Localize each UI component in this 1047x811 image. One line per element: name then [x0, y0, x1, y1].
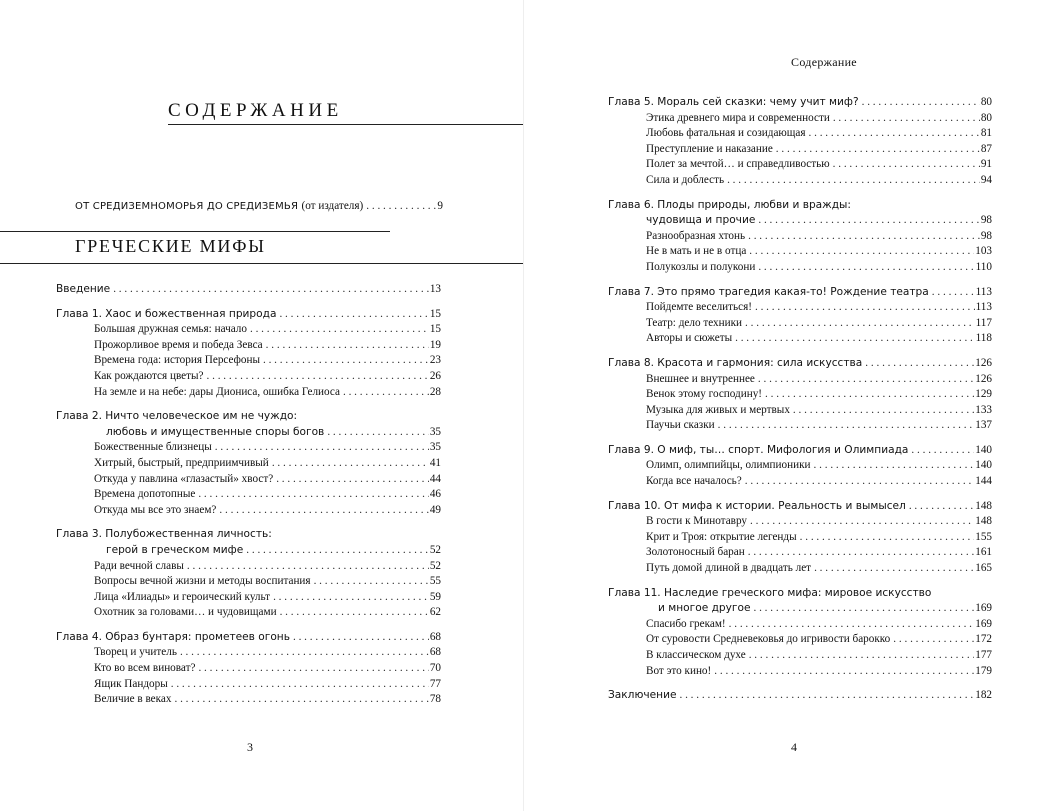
- entry-title: Любовь фатальная и созидающая: [646, 127, 806, 140]
- page-ref: 19: [429, 338, 441, 351]
- leader-dots: [893, 633, 974, 645]
- leader-dots: [198, 488, 428, 500]
- leader-dots: [748, 546, 974, 558]
- toc-entry-publisher[interactable]: [75, 200, 443, 216]
- page-ref: 26: [429, 369, 441, 382]
- leader-dots: [755, 301, 975, 313]
- toc-right-list: [608, 96, 992, 705]
- leader-dots: [862, 96, 980, 108]
- page-ref: 98: [980, 229, 992, 242]
- toc-chapter-8[interactable]: [608, 357, 992, 373]
- leader-dots: [174, 693, 428, 705]
- page-ref: 126: [975, 356, 992, 369]
- leader-dots: [833, 158, 980, 170]
- page-ref: 113: [975, 301, 992, 314]
- toc-subentry[interactable]: [608, 373, 992, 389]
- leader-dots: [180, 646, 429, 658]
- toc-subentry[interactable]: [56, 662, 441, 678]
- entry-title: Вот это кино!: [646, 664, 712, 677]
- toc-entry-conclusion[interactable]: [608, 689, 992, 705]
- chapter-title: Глава 6. Плоды природы, любви и вражды:: [608, 198, 851, 211]
- toc-subentry[interactable]: [56, 441, 441, 457]
- leader-dots: [215, 441, 429, 453]
- chapter-title: Глава 11. Наследие греческого мифа: мировое искусство: [608, 586, 932, 599]
- entry-title: Когда все началось?: [646, 475, 742, 488]
- page-ref: 81: [980, 127, 992, 140]
- toc-chapter-5[interactable]: [608, 96, 992, 112]
- page-ref: 78: [429, 693, 441, 706]
- page-ref: 148: [975, 515, 992, 528]
- publisher-title: ОТ СРЕДИЗЕМНОМОРЬЯ ДО СРЕДИЗЕМЬЯ: [75, 201, 299, 212]
- leader-dots: [113, 283, 429, 295]
- entry-title: Как рождаются цветы?: [94, 369, 204, 382]
- chapter-title: Глава 9. О миф, ты… спорт. Мифология и Олимпиада: [608, 443, 909, 456]
- page-ref: 148: [975, 499, 992, 512]
- toc-subentry[interactable]: [56, 323, 441, 339]
- entry-title: Кто во всем виноват?: [94, 662, 196, 675]
- page-number: 4: [791, 740, 797, 754]
- toc-chapter-2[interactable]: [56, 426, 441, 442]
- leader-dots: [366, 200, 436, 212]
- toc-subentry[interactable]: [56, 504, 441, 520]
- entry-title: Крит и Троя: открытие легенды: [646, 530, 797, 543]
- leader-dots: [745, 317, 975, 329]
- leader-dots: [314, 575, 429, 587]
- leader-dots: [911, 444, 974, 456]
- toc-subentry[interactable]: [608, 562, 992, 578]
- toc-subentry[interactable]: [608, 649, 992, 665]
- toc-chapter-10[interactable]: [608, 500, 992, 516]
- leader-dots: [776, 143, 980, 155]
- entry-title: Величие в веках: [94, 693, 172, 706]
- page-ref: 62: [429, 606, 441, 619]
- leader-dots: [276, 473, 429, 485]
- leader-dots: [266, 339, 429, 351]
- entry-title: Откуда у павлина «глазастый» хвост?: [94, 472, 274, 485]
- toc-subentry[interactable]: [56, 678, 441, 694]
- leader-dots: [909, 500, 974, 512]
- leader-dots: [273, 591, 429, 603]
- chapter-title: Заключение: [608, 689, 677, 702]
- leader-dots: [219, 504, 428, 516]
- leader-dots: [246, 544, 429, 556]
- entry-title: Не в мать и не в отца: [646, 245, 747, 258]
- entry-title: Этика древнего мира и современности: [646, 111, 830, 124]
- toc-subentry[interactable]: [608, 174, 992, 190]
- leader-dots: [748, 230, 980, 242]
- leader-dots: [809, 127, 980, 139]
- page-ref: 13: [429, 283, 441, 295]
- leader-dots: [293, 631, 429, 643]
- entry-title: Полукозлы и полукони: [646, 260, 756, 273]
- entry-title: Времена допотопные: [94, 488, 196, 501]
- toc-subentry[interactable]: [56, 591, 441, 607]
- entry-title: Лица «Илиады» и героический культ: [94, 590, 271, 603]
- entry-title: Большая дружная семья: начало: [94, 323, 247, 336]
- leader-dots: [765, 388, 974, 400]
- page-ref: 68: [429, 646, 441, 659]
- page-ref: 169: [975, 602, 992, 615]
- page-ref: 94: [980, 173, 992, 186]
- entry-title: Спасибо грекам!: [646, 617, 726, 630]
- toc-subentry[interactable]: [56, 488, 441, 504]
- page-ref: 182: [975, 689, 992, 702]
- page-ref: 44: [429, 472, 441, 485]
- toc-subentry[interactable]: [56, 575, 441, 591]
- chapter-title: Введение: [56, 283, 111, 295]
- page-ref: 70: [429, 662, 441, 675]
- leader-dots: [735, 332, 975, 344]
- heading-rule: [168, 124, 523, 125]
- toc-subentry[interactable]: [608, 317, 992, 333]
- page-ref: 15: [429, 323, 441, 336]
- toc-subentry[interactable]: [608, 112, 992, 128]
- toc-entry-intro[interactable]: [56, 283, 441, 299]
- leader-dots: [718, 419, 975, 431]
- toc-chapter-9[interactable]: [608, 444, 992, 460]
- page-ref: 133: [975, 403, 992, 416]
- chapter-title: герой в греческом мифе: [106, 543, 244, 556]
- page-ref: 113: [975, 285, 992, 298]
- leader-dots: [250, 323, 429, 335]
- toc-subentry[interactable]: [608, 143, 992, 159]
- toc-subentry[interactable]: [56, 606, 441, 622]
- right-page: [524, 0, 1047, 811]
- page-ref: 35: [429, 441, 441, 454]
- toc-subentry[interactable]: [608, 475, 992, 491]
- toc-subentry[interactable]: [608, 127, 992, 143]
- page-ref: 80: [980, 111, 992, 124]
- leader-dots: [932, 286, 975, 298]
- entry-title: Паучьи сказки: [646, 419, 715, 432]
- leader-dots: [263, 354, 429, 366]
- page-ref: 126: [975, 372, 992, 385]
- left-page: [0, 0, 523, 811]
- toc-left-list: [56, 283, 441, 709]
- page-ref: 177: [975, 649, 992, 661]
- entry-title: Преступление и наказание: [646, 142, 773, 155]
- entry-title: Ящик Пандоры: [94, 677, 168, 690]
- entry-title: Сила и доблесть: [646, 173, 725, 186]
- toc-subentry[interactable]: [608, 515, 992, 531]
- entry-title: Ради вечной славы: [94, 559, 184, 572]
- leader-dots: [198, 662, 428, 674]
- section-rule-bottom: [0, 263, 523, 264]
- entry-title: В классическом духе: [646, 649, 746, 661]
- entry-title: Разнообразная хтонь: [646, 229, 746, 242]
- chapter-title: чудовища и прочие: [646, 214, 756, 227]
- running-head: Содержание: [791, 55, 857, 69]
- toc-chapter-6[interactable]: [608, 214, 992, 230]
- leader-dots: [171, 678, 429, 690]
- toc-subentry[interactable]: [608, 158, 992, 174]
- page-ref: 55: [429, 575, 441, 588]
- leader-dots: [207, 370, 429, 382]
- page-ref: 169: [975, 617, 992, 630]
- toc-subentry[interactable]: [608, 404, 992, 420]
- chapter-title: и многое другое: [658, 602, 751, 615]
- page-ref: 165: [975, 562, 992, 575]
- page-ref: 49: [429, 503, 441, 516]
- leader-dots: [187, 560, 429, 572]
- toc-subentry[interactable]: [608, 618, 992, 634]
- leader-dots: [750, 515, 974, 527]
- entry-title: Божественные близнецы: [94, 441, 212, 454]
- leader-dots: [758, 261, 974, 273]
- leader-dots: [833, 112, 980, 124]
- entry-title: Пойдемте веселиться!: [646, 301, 752, 314]
- toc-subentry[interactable]: [56, 560, 441, 576]
- toc-chapter-6-line1[interactable]: [608, 199, 992, 215]
- page-ref: 140: [975, 443, 992, 456]
- toc-subentry[interactable]: [608, 419, 992, 435]
- toc-subentry[interactable]: [56, 473, 441, 489]
- page-ref: 129: [975, 388, 992, 401]
- page-ref: 28: [429, 385, 441, 398]
- page-ref: 46: [429, 488, 441, 501]
- toc-subentry[interactable]: [608, 459, 992, 475]
- page-ref: 140: [975, 459, 992, 472]
- entry-title: Прожорливое время и победа Зевса: [94, 338, 263, 351]
- entry-title: Авторы и сюжеты: [646, 332, 733, 345]
- page-ref: 87: [980, 142, 992, 155]
- entry-title: На земле и на небе: дары Диониса, ошибка Гелиоса: [94, 385, 340, 398]
- entry-title: Олимп, олимпийцы, олимпионики: [646, 459, 811, 472]
- toc-subentry[interactable]: [56, 457, 441, 473]
- page-ref: 179: [975, 664, 992, 677]
- chapter-title: Глава 1. Хаос и божественная природа: [56, 307, 277, 320]
- chapter-title: Глава 10. От мифа к истории. Реальность и вымысел: [608, 499, 906, 512]
- page-ref: 155: [975, 530, 992, 543]
- toc-chapter-4[interactable]: [56, 631, 441, 647]
- page-ref: 41: [429, 456, 441, 469]
- toc-subentry[interactable]: [56, 386, 441, 402]
- page-number: 3: [247, 740, 253, 754]
- chapter-title: Глава 5. Мораль сей сказки: чему учит миф?: [608, 96, 859, 108]
- page-ref: 9: [437, 200, 443, 212]
- chapter-title: Глава 2. Ничто человеческое им не чуждо:: [56, 410, 298, 423]
- leader-dots: [714, 665, 974, 677]
- page-ref: 91: [980, 158, 992, 171]
- entry-title: Театр: дело техники: [646, 316, 743, 329]
- entry-title: Золотоносный баран: [646, 546, 745, 559]
- page-ref: 68: [429, 630, 441, 643]
- page-ref: 15: [429, 307, 441, 320]
- leader-dots: [814, 459, 975, 471]
- section-rule-top: [0, 231, 390, 232]
- chapter-title: Глава 3. Полубожественная личность:: [56, 528, 272, 541]
- toc-subentry[interactable]: [608, 665, 992, 681]
- entry-title: В гости к Минотавру: [646, 515, 747, 528]
- page-ref: 52: [429, 543, 441, 556]
- toc-chapter-11[interactable]: [608, 602, 992, 618]
- chapter-title: Глава 8. Красота и гармония: сила искусства: [608, 356, 863, 369]
- page-ref: 59: [429, 590, 441, 603]
- publisher-subtitle: (от издателя): [301, 200, 364, 212]
- leader-dots: [272, 457, 429, 469]
- entry-title: Времена года: история Персефоны: [94, 354, 260, 367]
- leader-dots: [865, 357, 974, 369]
- page-ref: 118: [975, 332, 992, 345]
- chapter-title: Глава 7. Это прямо трагедия какая-то! Рождение театра: [608, 285, 929, 298]
- leader-dots: [729, 618, 975, 630]
- page-ref: 117: [975, 316, 992, 329]
- contents-heading: СОДЕРЖАНИЕ: [168, 100, 343, 121]
- leader-dots: [745, 475, 974, 487]
- page-ref: 110: [975, 260, 992, 273]
- toc-subentry[interactable]: [56, 354, 441, 370]
- toc-subentry[interactable]: [608, 261, 992, 277]
- entry-title: Музыка для живых и мертвых: [646, 403, 790, 416]
- leader-dots: [749, 245, 974, 257]
- toc-chapter-1[interactable]: [56, 308, 441, 324]
- page-ref: 144: [975, 475, 992, 488]
- toc-subentry[interactable]: [608, 531, 992, 547]
- page-ref: 137: [975, 419, 992, 432]
- entry-title: Откуда мы все это знаем?: [94, 503, 217, 516]
- toc-chapter-3[interactable]: [56, 544, 441, 560]
- leader-dots: [279, 308, 428, 320]
- entry-title: [75, 200, 363, 212]
- entry-title: Внешнее и внутреннее: [646, 372, 755, 385]
- leader-dots: [327, 426, 429, 438]
- section-title: ГРЕЧЕСКИЕ МИФЫ: [75, 236, 266, 256]
- entry-title: Творец и учитель: [94, 646, 177, 659]
- leader-dots: [753, 602, 974, 614]
- entry-title: Путь домой длиной в двадцать лет: [646, 562, 812, 575]
- toc-subentry[interactable]: [608, 633, 992, 649]
- page-ref: 23: [429, 354, 441, 367]
- toc-chapter-7[interactable]: [608, 286, 992, 302]
- chapter-title: Глава 4. Образ бунтаря: прометеев огонь: [56, 630, 290, 643]
- leader-dots: [800, 531, 975, 543]
- toc-subentry[interactable]: [56, 339, 441, 355]
- leader-dots: [727, 174, 980, 186]
- toc-subentry[interactable]: [56, 693, 441, 709]
- leader-dots: [679, 689, 974, 701]
- toc-subentry[interactable]: [608, 301, 992, 317]
- chapter-title: любовь и имущественные споры богов: [106, 425, 325, 438]
- toc-subentry[interactable]: [56, 646, 441, 662]
- entry-title: Вопросы вечной жизни и методы воспитания: [94, 575, 311, 588]
- page-ref: 161: [975, 546, 992, 559]
- entry-title: Охотник за головами… и чудовищами: [94, 606, 277, 619]
- leader-dots: [758, 373, 974, 385]
- page-ref: 77: [429, 677, 441, 690]
- toc-subentry[interactable]: [608, 332, 992, 348]
- page-ref: 103: [975, 245, 992, 258]
- page-ref: 35: [429, 425, 441, 438]
- toc-chapter-3-line1[interactable]: [56, 528, 441, 544]
- toc-chapter-2-line1[interactable]: [56, 410, 441, 426]
- toc-subentry[interactable]: [608, 388, 992, 404]
- entry-title: От суровости Средневековья до игривости барокко: [646, 633, 891, 646]
- toc-subentry[interactable]: [608, 245, 992, 261]
- leader-dots: [280, 606, 429, 618]
- entry-title: Хитрый, быстрый, предприимчивый: [94, 456, 269, 469]
- page-ref: 172: [975, 633, 992, 646]
- leader-dots: [758, 214, 979, 226]
- page-ref: 80: [980, 96, 992, 108]
- leader-dots: [814, 562, 974, 574]
- toc-subentry[interactable]: [608, 546, 992, 562]
- toc-subentry[interactable]: [608, 230, 992, 246]
- leader-dots: [749, 649, 975, 661]
- toc-chapter-11-line1[interactable]: [608, 587, 992, 603]
- leader-dots: [343, 386, 429, 398]
- page-ref: 52: [429, 559, 441, 572]
- leader-dots: [793, 404, 974, 416]
- entry-title: Венок этому господину!: [646, 388, 763, 401]
- entry-title: Полет за мечтой… и справедливостью: [646, 158, 830, 171]
- page-ref: 98: [980, 214, 992, 227]
- toc-subentry[interactable]: [56, 370, 441, 386]
- publisher-note-block: [75, 200, 443, 216]
